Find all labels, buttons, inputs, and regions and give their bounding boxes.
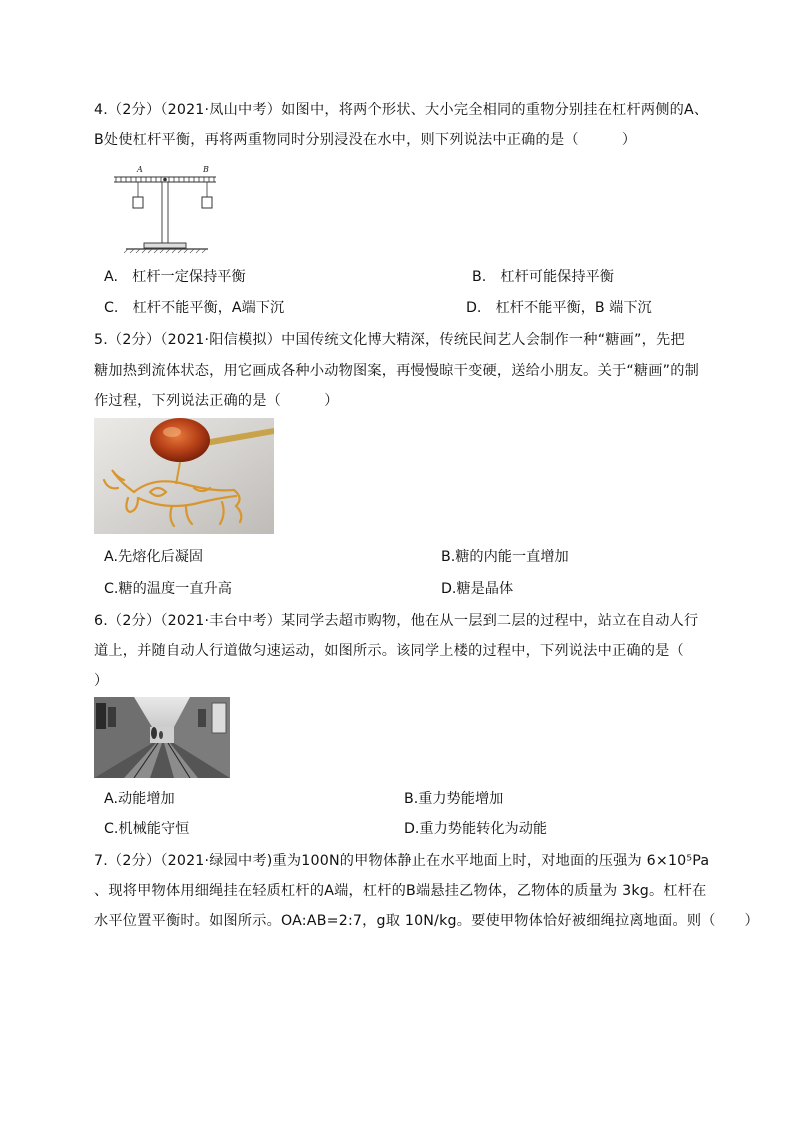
point-b-label: B — [203, 165, 209, 174]
q6-option-a: A.动能增加 — [104, 791, 175, 807]
question-6-line-1: 6.（2分）（2021·丰台中考）某同学去超市购物，他在从一层到二层的过程中，站立在自动人行 — [94, 613, 699, 629]
question-5-line-2: 糖加热到流体状态，用它画成各种小动物图案，再慢慢晾干变硬，送给小朋友。关于“糖画”的制 — [94, 363, 699, 379]
q6-option-c: C.机械能守恒 — [104, 821, 190, 837]
question-6-line-2: 道上，并随自动人行道做匀速运动，如图所示。该同学上楼的过程中，下列说法中正确的是（ — [94, 643, 684, 659]
q4-option-d: D. 杠杆不能平衡，B 端下沉 — [466, 300, 652, 316]
q4-option-c: C. 杠杆不能平衡，A端下沉 — [104, 300, 285, 316]
q5-option-d: D.糖是晶体 — [441, 581, 514, 597]
question-5-line-1: 5.（2分）（2021·阳信模拟）中国传统文化博大精深，传统民间艺人会制作一种“糖画”，先把 — [94, 332, 685, 348]
question-7-line-1: 7.（2分）（2021·绿园中考)重为100N的甲物体静止在水平地面上时，对地面的压强为 6×10⁵Pa — [94, 853, 710, 869]
q5-option-c: C.糖的温度一直升高 — [104, 581, 232, 597]
q5-option-b: B.糖的内能一直增加 — [441, 549, 569, 565]
q6-option-b: B.重力势能增加 — [404, 791, 504, 807]
q6-option-d: D.重力势能转化为动能 — [404, 821, 548, 837]
q4-option-b: B. 杠杆可能保持平衡 — [472, 269, 614, 285]
question-4-line-1: 4.（2分）（2021·凤山中考）如图中，将两个形状、大小完全相同的重物分别挂在杠杆两侧的A、 — [94, 102, 709, 118]
question-7-line-3: 水平位置平衡时。如图所示。OA:AB=2:7，g取 10N/kg。要使甲物体恰好被细绳拉离地面。则（ ） — [94, 913, 759, 929]
q5-option-a: A.先熔化后凝固 — [104, 549, 204, 565]
question-5-line-3: 作过程，下列说法正确的是（ ） — [94, 393, 339, 409]
question-6-line-3: ） — [94, 673, 109, 689]
question-4-line-2: B处使杠杆平衡，再将两重物同时分别浸没在水中，则下列说法中正确的是（ ） — [94, 132, 637, 148]
moving-walkway-photo — [94, 697, 230, 778]
sugar-painting-photo — [94, 418, 274, 534]
lever-figure — [104, 163, 230, 255]
point-a-label: A — [137, 165, 143, 174]
q4-option-a: A. 杠杆一定保持平衡 — [104, 269, 246, 285]
question-7-line-2: 、现将甲物体用细绳挂在轻质杠杆的A端，杠杆的B端悬挂乙物体，乙物体的质量为 3kg。杠杆在 — [94, 883, 707, 899]
